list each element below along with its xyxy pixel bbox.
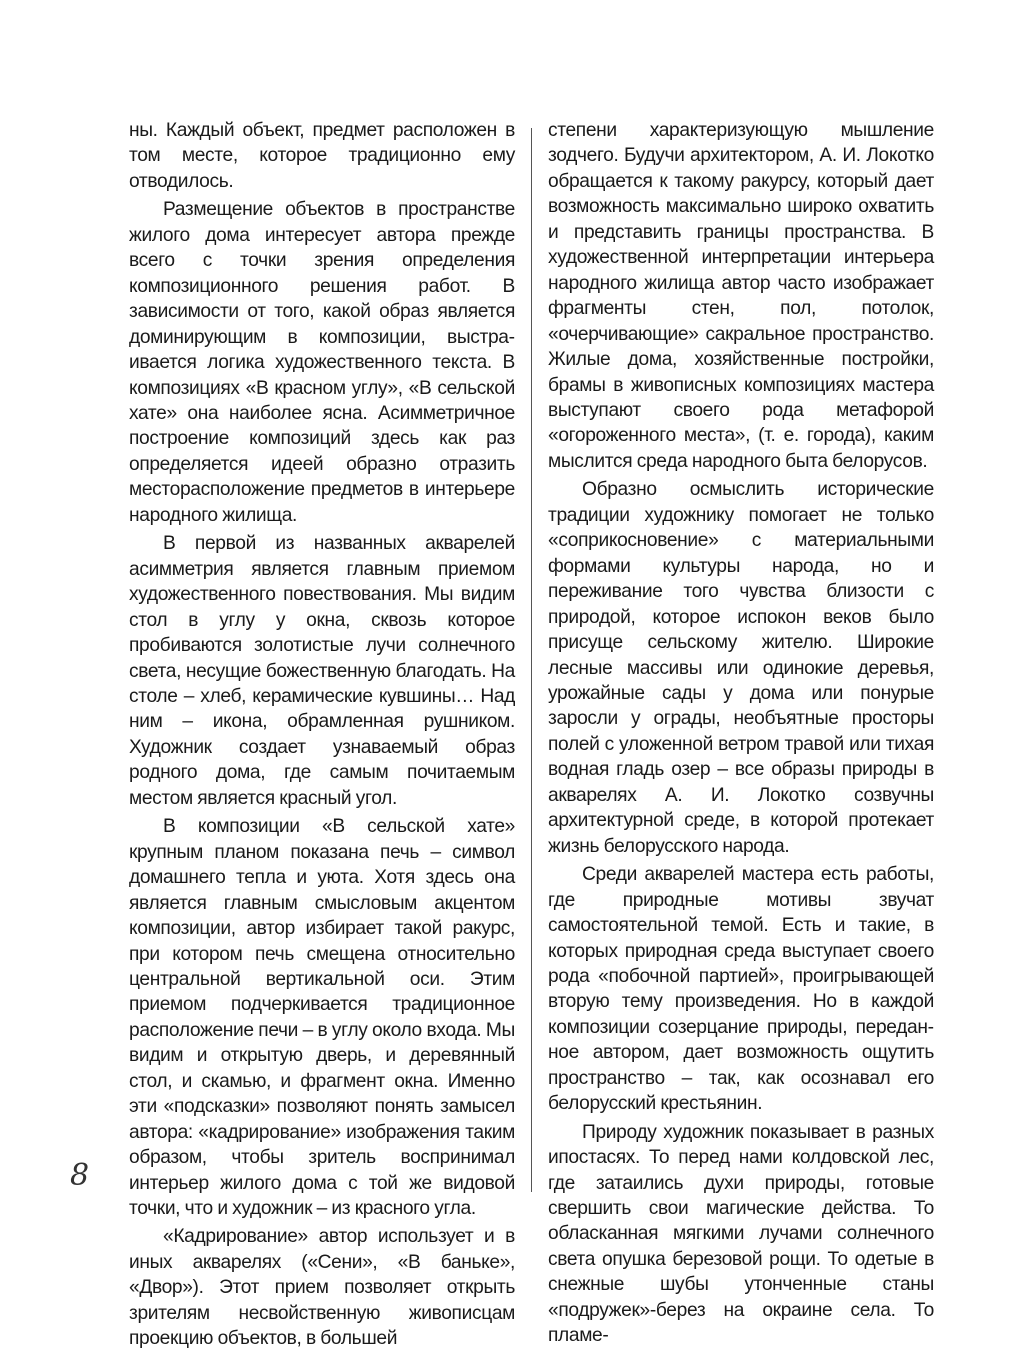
paragraph: Природу художник показывает в разных ипостасях. То перед нами колдовской лес, где затаились духи природы, готовые свершить свои магические действа. То обласканная мягкими лучами солнечного света опушка березовой рощи. То одетые в снежные шубы утонченные станы «подружек»-берез на окраине села. То пламе- [548,1121,934,1347]
paragraph: Образно осмыслить исторические традиции художнику помогает не только «соприкосновение» с материальными формами культуры народа, но и переживание того чувства близости с природой, которое испокон веков было присуще сельскому жителю. Широкие лесные массивы или одинокие деревья, урожайные сады у дома или понурые заросли у ограды, необъятные просторы полей с уложенной ветром травой или тихая водная гладь озер – все образы природы в акварелях А. И. Локотко созвучны архитектурной среде, в которой протекает жизнь белорусского народа. [548,479,934,857]
right-column [548,118,934,1352]
page-number: 8 [70,1158,90,1193]
paragraph: «Кадрирование» автор использует и в иных акварелях («Сени», «В баньке», «Двор»). Этот прием позволяет открыть зрителям несвойственную живописцам проекцию объектов, в большей [129,1226,515,1350]
paragraph: степени характеризующую мышление зодчего. Будучи архитектором, А. И. Локотко обращается к такому ракурсу, который дает возможность максимально широко охватить и представить границы пространства. В художественной интерпретации интерьера народного жилища автор часто изображает фрагменты стен, пол, потолок, «очерчивающие» сакральное пространство. Жилые дома, хозяйственные постройки, брамы в живописных композициях мастера выступают своего рода метафорой «огороженного места», (т. е. города), каким мыслится среда народного быта белорусов. [548,120,934,472]
paragraph: В композиции «В сельской хате» крупным планом показана печь – символ домашнего тепла и уюта. Хотя здесь она является главным смысловым акцентом композиции, автор избирает такой ракурс, при котором печь смещена относительно центральной вертикальной оси. Этим приемом подчеркивается традиционное расположение печи – в углу около входа. Мы видим и открытую дверь, и деревянный стол, и скамью, и фрагмент окна. Именно эти «подсказки» позволяют понять замысел автора: «кадрирование» изображения таким образом, чтобы зритель воспринимал интерьер жилого дома с той же видовой точки, что и художник – из красного угла. [129,816,515,1220]
paragraph: ны. Каждый объект, предмет расположен в том месте, которое традиционно ему отводилось. [129,120,515,192]
column-divider [531,128,532,1192]
left-column [129,118,515,1355]
paragraph: В первой из названных акварелей асимметрия является главным приемом художественного повествования. Мы видим стол в углу у окна, сквозь которое пробиваются золотистые лучи солнечного света, несущие божественную благодать. На столе – хлеб, керамические кувшины… Над ним – икона, обрамленная рушником. Художник создает узнаваемый образ родного дома, где самым почитаемым местом является красный угол. [129,533,515,809]
paragraph: Среди акварелей мастера есть работы, где природные мотивы звучат самостоятельной темой. Есть и такие, в которых природная среда выступает своего рода «побочной партией», проигрывающей вторую тему произведения. Но в каждой композиции созерцание природы, переданное автором, дает возможность ощутить пространство – так, как осознавал его белорусский крестьянин. [548,864,934,1115]
paragraph: Размещение объектов в пространстве жилого дома интересует автора прежде всего с точки зрения определения композиционного решения работ. В зависимости от того, какой образ является доминирующим в композиции, выстраивается логика художественного текста. В композициях «В красном углу», «В сельской хате» она наиболее ясна. Асимметричное построение композиций здесь как раз определяется идеей образно отразить месторасположение предметов в интерьере народного жилища. [129,199,515,526]
